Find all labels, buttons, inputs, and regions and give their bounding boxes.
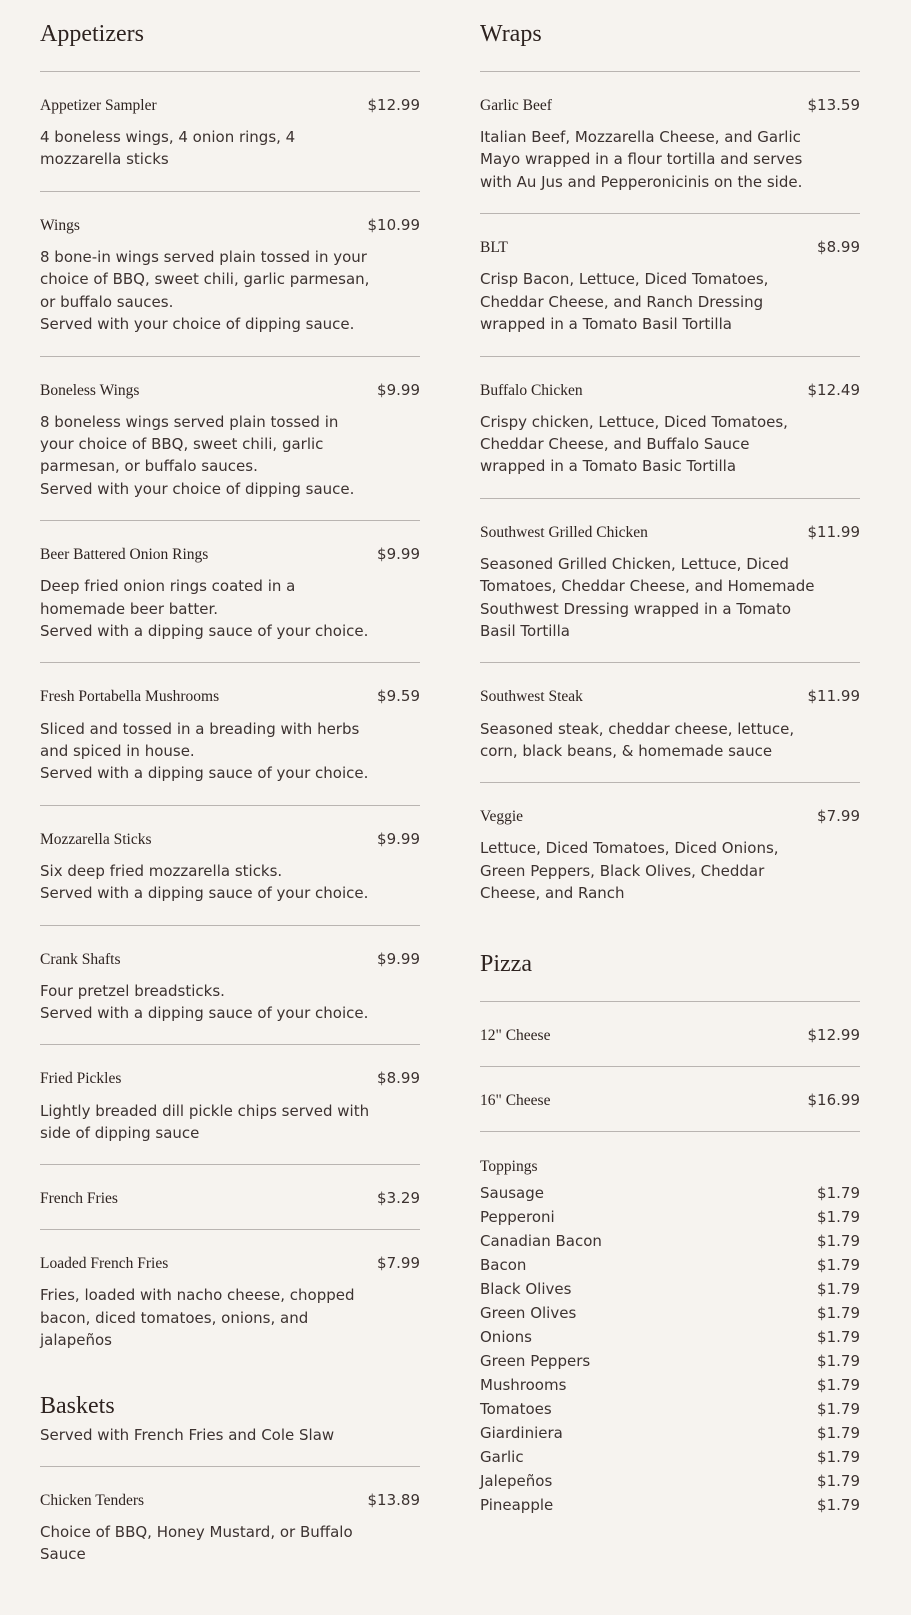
topping-row <box>480 1469 860 1493</box>
item-name: Boneless Wings <box>40 381 140 399</box>
item-description: Italian Beef, Mozzarella Cheese, and Garlic Mayo wrapped in a flour tortilla and serves with Au Jus and Pepperonicinis on the side. <box>480 128 803 191</box>
divider <box>480 1131 860 1132</box>
topping-price: $1.79 <box>817 1231 860 1250</box>
topping-name: Canadian Bacon <box>480 1231 602 1250</box>
topping-price: $1.79 <box>817 1279 860 1298</box>
item-name: French Fries <box>40 1190 118 1208</box>
divider <box>480 71 860 72</box>
item-price: $11.99 <box>807 687 860 706</box>
item-description: Seasoned steak, cheddar cheese, lettuce, corn, black beans, & homemade sauce <box>480 719 795 760</box>
divider <box>480 1066 860 1067</box>
divider <box>480 662 860 663</box>
item-description: Choice of BBQ, Honey Mustard, or Buffalo Sauce <box>40 1522 353 1564</box>
topping-price: $1.79 <box>817 1207 860 1226</box>
menu-item <box>480 239 860 335</box>
topping-row <box>480 1493 860 1517</box>
menu-item <box>40 1255 420 1351</box>
topping-price: $1.79 <box>817 1495 860 1514</box>
topping-name: Green Olives <box>480 1303 577 1322</box>
item-name: Appetizer Sampler <box>40 97 157 114</box>
topping-name: Giardiniera <box>480 1423 563 1442</box>
toppings-title: Toppings <box>480 1157 538 1175</box>
item-name: Loaded French Fries <box>40 1255 169 1273</box>
topping-row <box>480 1181 860 1205</box>
divider <box>40 1164 420 1165</box>
topping-row <box>480 1445 860 1469</box>
item-name: BLT <box>480 239 508 257</box>
divider <box>40 662 420 663</box>
item-description: Fries, loaded with nacho cheese, chopped bacon, diced tomatoes, onions, and jalapeños <box>40 1286 355 1350</box>
item-description: 4 boneless wings, 4 onion rings, 4 mozzarella sticks <box>40 128 296 169</box>
item-price: $13.59 <box>807 96 860 114</box>
topping-row <box>480 1229 860 1253</box>
topping-name: Onions <box>480 1327 532 1346</box>
item-description: Crisp Bacon, Lettuce, Diced Tomatoes, Cheddar Cheese, and Ranch Dressing wrapped in a Tomato Basil Tortilla <box>480 270 769 334</box>
item-name: Chicken Tenders <box>40 1491 145 1509</box>
topping-row <box>480 1397 860 1421</box>
divider <box>40 191 420 192</box>
divider <box>40 925 420 926</box>
menu-item <box>480 97 860 193</box>
item-description: Four pretzel breadsticks. Served with a dipping sauce of your choice. <box>40 981 369 1023</box>
topping-name: Garlic <box>480 1447 524 1466</box>
menu-item <box>40 1190 420 1207</box>
menu-item <box>40 1070 420 1144</box>
item-name: Southwest Grilled Chicken <box>480 523 648 541</box>
topping-row <box>480 1349 860 1373</box>
topping-row <box>480 1253 860 1277</box>
item-name: 12" Cheese <box>480 1026 551 1044</box>
topping-price: $1.79 <box>817 1351 860 1370</box>
item-description: 8 bone-in wings served plain tossed in your choice of BBQ, sweet chili, garlic parmesan, or buffalo sauces. Served with your choice of dipping sauce. <box>40 247 370 334</box>
topping-name: Pepperoni <box>480 1207 555 1226</box>
right-column <box>480 0 860 1517</box>
item-price: $12.99 <box>807 1025 860 1044</box>
pizza-title: Pizza <box>480 950 532 977</box>
item-price: $3.29 <box>377 1189 420 1208</box>
menu-item <box>40 97 420 171</box>
divider <box>480 498 860 499</box>
divider <box>480 1001 860 1002</box>
menu-item <box>480 1027 860 1044</box>
item-name: Veggie <box>480 808 524 826</box>
item-price: $9.59 <box>377 687 420 706</box>
item-price: $11.99 <box>807 522 860 541</box>
item-description: Lettuce, Diced Tomatoes, Diced Onions, Green Peppers, Black Olives, Cheddar Cheese, and Ranch <box>480 839 779 903</box>
baskets-title: Baskets <box>40 1392 115 1419</box>
menu-item <box>40 382 420 501</box>
item-price: $9.99 <box>377 949 420 968</box>
left-column <box>40 0 420 1565</box>
item-name: Beer Battered Onion Rings <box>40 546 209 564</box>
divider <box>40 1229 420 1230</box>
item-price: $9.99 <box>377 829 420 848</box>
topping-name: Green Peppers <box>480 1351 591 1370</box>
topping-row <box>480 1421 860 1445</box>
item-price: $12.49 <box>807 380 860 399</box>
divider <box>480 213 860 214</box>
item-price: $7.99 <box>377 1254 420 1273</box>
topping-name: Bacon <box>480 1255 527 1274</box>
item-price: $9.99 <box>377 545 420 564</box>
item-name: Garlic Beef <box>480 97 552 114</box>
topping-price: $1.79 <box>817 1327 860 1346</box>
item-name: Mozzarella Sticks <box>40 830 152 848</box>
item-price: $16.99 <box>807 1090 860 1109</box>
item-name: Buffalo Chicken <box>480 381 583 399</box>
item-price: $8.99 <box>817 238 860 257</box>
item-name: Southwest Steak <box>480 688 583 706</box>
item-description: Deep fried onion rings coated in a homemade beer batter. Served with a dipping sauce of your choice. <box>40 577 369 641</box>
item-price: $13.89 <box>367 1490 420 1509</box>
item-name: Fresh Portabella Mushrooms <box>40 688 220 706</box>
item-name: Fried Pickles <box>40 1070 122 1088</box>
topping-price: $1.79 <box>817 1303 860 1322</box>
topping-name: Pineapple <box>480 1495 554 1514</box>
divider <box>40 356 420 357</box>
item-price: $10.99 <box>367 215 420 234</box>
wraps-title: Wraps <box>480 21 542 47</box>
topping-name: Mushrooms <box>480 1375 567 1394</box>
menu-item <box>480 1092 860 1109</box>
menu-item <box>40 546 420 642</box>
item-description: Six deep fried mozzarella sticks. Served with a dipping sauce of your choice. <box>40 861 369 903</box>
item-description: Crispy chicken, Lettuce, Diced Tomatoes, Cheddar Cheese, and Buffalo Sauce wrapped in a Tomato Basic Tortilla <box>480 412 788 476</box>
menu-item <box>480 382 860 478</box>
baskets-subtitle: Served with French Fries and Cole Slaw <box>40 1425 335 1444</box>
topping-price: $1.79 <box>817 1423 860 1442</box>
menu-item <box>40 1492 420 1566</box>
item-price: $7.99 <box>817 807 860 826</box>
menu-item <box>480 808 860 904</box>
menu-item <box>480 688 860 762</box>
appetizers-title: Appetizers <box>40 21 144 47</box>
divider <box>40 1044 420 1045</box>
topping-name: Tomatoes <box>480 1399 552 1418</box>
item-description: Seasoned Grilled Chicken, Lettuce, Diced Tomatoes, Cheddar Cheese, and Homemade Southwest Dressing wrapped in a Tomato Basil Tortilla <box>480 554 815 641</box>
menu-item <box>40 831 420 905</box>
item-price: $8.99 <box>377 1069 420 1088</box>
divider <box>40 520 420 521</box>
menu-item <box>480 524 860 643</box>
menu-item <box>40 688 420 784</box>
topping-price: $1.79 <box>817 1471 860 1490</box>
item-name: Wings <box>40 216 80 234</box>
item-name: Crank Shafts <box>40 950 121 968</box>
item-description: Sliced and tossed in a breading with herbs and spiced in house. Served with a dipping sauce of your choice. <box>40 719 369 783</box>
topping-row <box>480 1205 860 1229</box>
divider <box>40 1466 420 1467</box>
item-description: Lightly breaded dill pickle chips served with side of dipping sauce <box>40 1101 370 1142</box>
divider <box>40 805 420 806</box>
toppings-list <box>480 1181 860 1517</box>
menu-item <box>40 951 420 1025</box>
divider <box>480 782 860 783</box>
topping-row <box>480 1325 860 1349</box>
item-price: $9.99 <box>377 380 420 399</box>
topping-row <box>480 1277 860 1301</box>
topping-name: Jalepeños <box>480 1471 553 1490</box>
topping-name: Black Olives <box>480 1279 572 1298</box>
topping-price: $1.79 <box>817 1399 860 1418</box>
item-description: 8 boneless wings served plain tossed in your choice of BBQ, sweet chili, garlic parmesan, or buffalo sauces. Served with your choice of dipping sauce. <box>40 412 355 498</box>
topping-name: Sausage <box>480 1183 544 1202</box>
topping-price: $1.79 <box>817 1447 860 1466</box>
divider <box>40 71 420 72</box>
topping-price: $1.79 <box>817 1255 860 1274</box>
topping-row <box>480 1301 860 1325</box>
menu-item <box>40 217 420 336</box>
divider <box>480 356 860 357</box>
topping-row <box>480 1373 860 1397</box>
item-name: 16" Cheese <box>480 1091 551 1109</box>
topping-price: $1.79 <box>817 1375 860 1394</box>
item-price: $12.99 <box>367 96 420 114</box>
topping-price: $1.79 <box>817 1183 860 1202</box>
